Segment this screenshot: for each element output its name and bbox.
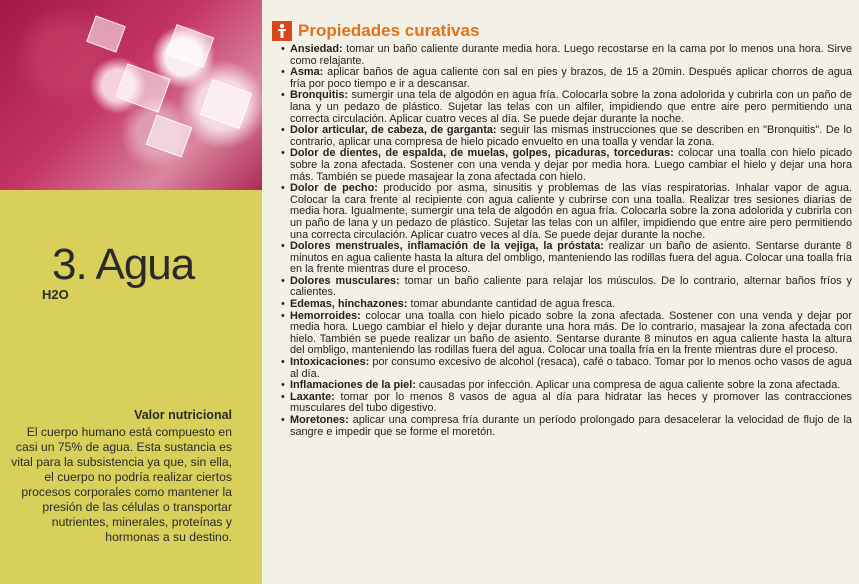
remedy-item: [281, 90, 852, 125]
remedy-item: [281, 183, 852, 241]
left-panel: [0, 0, 262, 584]
remedy-text: tomar un baño caliente para relajar los músculos. De lo contrario, alternar baños fríos y calientes.: [290, 274, 852, 299]
remedy-item: [281, 392, 852, 415]
remedy-term: Dolor de pecho:: [290, 182, 378, 195]
remedy-item: [281, 357, 852, 380]
remedy-term: Asma:: [290, 66, 324, 79]
remedies-column: [272, 18, 852, 438]
remedy-text: tomar un baño caliente durante media hora. Luego recostarse en la cama por lo menos una hora. Sirve como relajante.: [290, 43, 852, 67]
remedy-term: Intoxicaciones:: [290, 356, 370, 369]
remedy-item: [281, 125, 852, 148]
chemical-formula: H2O: [42, 287, 69, 302]
remedy-text: realizar un baño de asiento. Sentarse durante 8 minutos en agua caliente hasta la altura del ombligo, manteniendo las rodillas fuera del agua. Colocar una toalla fría en la frente mientras dure el proceso.: [290, 240, 852, 276]
remedy-term: Inflamaciones de la piel:: [290, 379, 416, 392]
remedy-text: seguir las mismas instrucciones que se describen en "Bronquitis". De lo contrario, aplicar una compresa de hielo picado envuelto en una toalla y vendar la zona.: [290, 124, 852, 148]
remedy-text: aplicar baños de agua caliente con sal en pies y brazos, de 15 a 20min. Después aplicar chorros de agua fría por poco tiempo e ir a descansar.: [290, 66, 852, 90]
remedy-text: aplicar una compresa fría durante un período prolongado para desacelerar la velocidad de flujo de la sangre e impedir que se forme el moretón.: [290, 414, 852, 438]
nutrition-box: [2, 408, 232, 545]
nutrition-text: El cuerpo humano está compuesto en casi un 75% de agua. Esta sustancia es vital para la subsistencia ya que, sin ella, el cuerpo no podría realizar ciertos procesos corporales como mantener la presión de las células o transportar nutrientes, minerales, proteínas y hormonas a su destino.: [11, 425, 232, 544]
remedy-item: [281, 311, 852, 357]
nutrition-heading: Valor nutricional: [134, 408, 232, 422]
remedy-term: Dolores menstruales, inflamación de la vejiga, la próstata:: [290, 240, 604, 253]
ice-cubes-photo: [0, 0, 262, 190]
remedy-term: Dolores musculares:: [290, 274, 400, 287]
remedy-text: por consumo excesivo de alcohol (resaca), café o tabaco. Tomar por lo menos ocho vasos de agua al día.: [290, 356, 852, 380]
remedy-term: Moretones:: [290, 414, 349, 426]
remedy-item: [281, 67, 852, 90]
remedy-item: [281, 415, 852, 438]
remedy-item: [281, 241, 852, 276]
section-header: [272, 18, 852, 44]
remedy-term: Laxante:: [290, 390, 335, 403]
person-icon: [272, 21, 292, 41]
remedy-item: [281, 44, 852, 67]
remedy-text: causadas por infección. Aplicar una compresa de agua caliente sobre la zona afectada.: [415, 379, 841, 392]
remedy-term: Dolor de dientes, de espalda, de muelas, golpes, picaduras, torceduras:: [290, 147, 674, 160]
remedy-term: Ansiedad:: [290, 43, 343, 55]
remedy-text: producido por asma, sinusitis y problemas de las vías respiratorias. Inhalar vapor de agua. Colocar la cara frente al recipiente con agua caliente y cubrirse con una toalla. Realizar tres sesiones diarias de media hora. Igualmente, sumergir una tela de algodón en agua fría. Colocarla sobre la zona adolorida y cubrirla con un paño de lana y un pedazo de plástico. Sujetar las telas con un alfiler, impidiendo que entre aire pero permitiendo una correcta circulación. Aplicar cuatro veces al día. Se puede dejar durante la noche.: [290, 182, 852, 241]
remedy-text: tomar por lo menos 8 vasos de agua al día para hidratar las heces y promover las contracciones musculares del tubo digestivo.: [290, 390, 852, 415]
remedy-term: Dolor articular, de cabeza, de garganta:: [290, 124, 497, 137]
remedy-term: Hemorroides:: [290, 309, 361, 322]
remedy-item: [281, 148, 852, 183]
remedy-text: sumergir una tela de algodón en agua fría. Colocarla sobre la zona adolorida y cubrirla con un paño de lana y un pedazo de plástico. Sujetar las telas con un alfiler, impidiendo que entre aire pero permitiendo una correcta circulación. Aplicar cuatro veces al día. Se puede dejar durante la noche.: [290, 89, 852, 125]
remedy-term: Edemas, hinchazones:: [290, 298, 408, 311]
remedy-list: [272, 44, 852, 438]
remedy-text: colocar una toalla con hielo picado sobre la zona afectada. Sostener con una venda y dejar por media hora. Luego cambiar el hielo y dejar durante una hora más. De lo contrario, masajear la zona afectada con hielo. También se puede realizar un baño de asiento. Sentarse durante 8 minutos en agua caliente hasta la altura del ombligo, manteniendo las rodillas fuera del agua. Colocar una toalla fría en la frente mientras dure el proceso.: [290, 309, 852, 357]
remedy-text: tomar abundante cantidad de agua fresca.: [407, 298, 616, 311]
remedy-text: colocar una toalla con hielo picado sobre la zona afectada. Sostener con una venda y dejar por media hora. Luego cambiar el hielo y dejar una hora más. También se puede masajear la zona afectada con hielo.: [290, 147, 852, 183]
section-title: Propiedades curativas: [298, 21, 480, 40]
page-title: 3. Agua: [52, 240, 195, 289]
remedy-item: [281, 276, 852, 299]
remedy-term: Bronquitis:: [290, 89, 349, 102]
